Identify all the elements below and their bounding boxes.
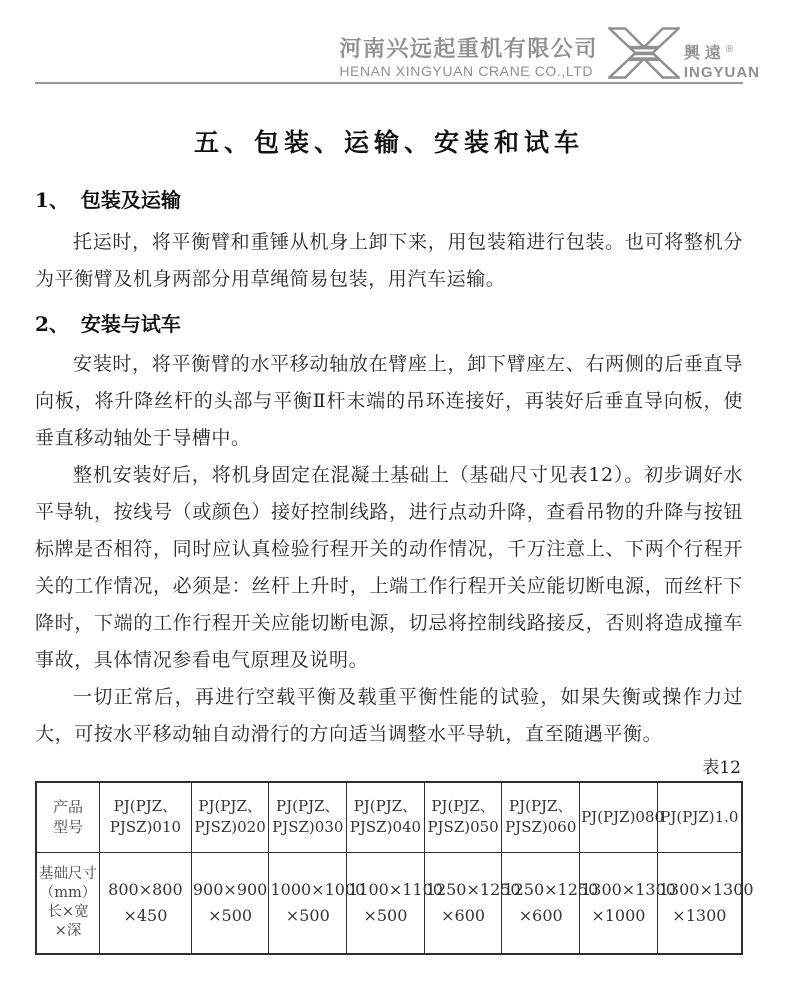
section-2-number: 2、 (35, 312, 69, 336)
foundation-spec-table (35, 781, 754, 955)
dimension-cell: 1300×1300 ×1300 (657, 852, 742, 954)
logo-x-icon (608, 27, 680, 84)
logo-en-text: INGYUAN (683, 64, 760, 81)
section-2-heading-label: 安装与试车 (80, 312, 181, 336)
page-title: 五、包装、运输、安装和试车 (193, 128, 584, 157)
section-1-heading-label: 包装及运输 (80, 188, 181, 212)
dimension-row-header: 基础尺寸 （mm） 长×宽 ×深 (36, 852, 100, 954)
model-header-cell: PJ(PJZ、 PJSZ)010 (100, 782, 192, 852)
model-header-cell: PJ(PJZ、 PJSZ)060 (502, 782, 580, 852)
document-header (0, 0, 800, 84)
table-corner-header (36, 782, 100, 852)
table-caption: 表12 (702, 758, 741, 778)
corner-header-line: 产品 (53, 798, 84, 817)
section-1-paragraph-1: 托运时，将平衡臂和重锤从机身上卸下来，用包装箱进行包装。也可将整机分为平衡臂及机身两部分用草绳简易包装，用汽车运输。 (35, 231, 743, 290)
logo-cn-text: 興遠 (683, 43, 726, 62)
dimension-cell: 800×800 ×450 (100, 852, 192, 954)
corner-header-line: 型号 (53, 818, 84, 837)
section-2-paragraph-1: 安装时，将平衡臂的水平移动轴放在臂座上，卸下臂座左、右两侧的后垂直导向板，将升降丝杆的头部与平衡Ⅱ杆末端的吊环连接好，再装好后垂直导向板，使垂直移动轴处于导槽中。 (35, 353, 743, 449)
company-name-block (339, 36, 598, 80)
dimension-cell: 900×900 ×500 (191, 852, 269, 954)
section-1-number: 1、 (35, 188, 69, 212)
section-2-paragraph-3: 一切正常后，再进行空载平衡及载重平衡性能的试验，如果失衡或操作力过大，可按水平移动轴自动滑行的方向适当调整水平导轨，直至随遇平衡。 (35, 686, 743, 745)
dimension-cell: 1250×1250 ×600 (424, 852, 502, 954)
model-header-cell: PJ(PJZ、 PJSZ)020 (191, 782, 269, 852)
logo-text-block (684, 45, 760, 80)
xingyuan-logo (608, 27, 760, 80)
table-data-row (36, 852, 742, 954)
registered-mark-icon: ® (725, 44, 734, 55)
model-header-cell: PJ(PJZ)080 (580, 782, 658, 852)
company-name-cn: 河南兴远起重机有限公司 (339, 36, 598, 61)
letterhead (0, 28, 800, 82)
model-header-cell: PJ(PJZ、 PJSZ)040 (347, 782, 425, 852)
dimension-cell: 1100×1100 ×500 (347, 852, 425, 954)
section-1-heading (35, 186, 743, 214)
dimension-cell: 1000×1000 ×500 (269, 852, 347, 954)
model-header-cell: PJ(PJZ)1.0 (657, 782, 742, 852)
section-2-heading (35, 310, 743, 338)
dimension-cell: 1300×1300 ×1000 (580, 852, 658, 954)
document-body (0, 126, 800, 955)
model-header-cell: PJ(PJZ、 PJSZ)050 (424, 782, 502, 852)
logo-cn-line (684, 45, 760, 62)
company-name-en: HENAN XINGYUAN CRANE CO.,LTD (339, 63, 594, 79)
section-2-paragraph-2: 整机安装好后，将机身固定在混凝土基础上（基础尺寸见表12）。初步调好水平导轨，按线号（或颜色）接好控制线路，进行点动升降，查看吊物的升降与按钮标牌是否相符，同时应认真检验行程开关的动作情况，千万注意上、下两个行程开关的工作情况，必须是：丝杆上升时，上端工作行程开关应能切断电源，而丝杆下降时，下端的工作行程开关应能切断电源，切忌将控制线路接反，否则将造成撞车事故，具体情况参看电气原理及说明。 (35, 464, 743, 671)
dimension-cell: 1250×1250 ×600 (502, 852, 580, 954)
table-header-row (36, 782, 742, 852)
model-header-cell: PJ(PJZ、 PJSZ)030 (269, 782, 347, 852)
